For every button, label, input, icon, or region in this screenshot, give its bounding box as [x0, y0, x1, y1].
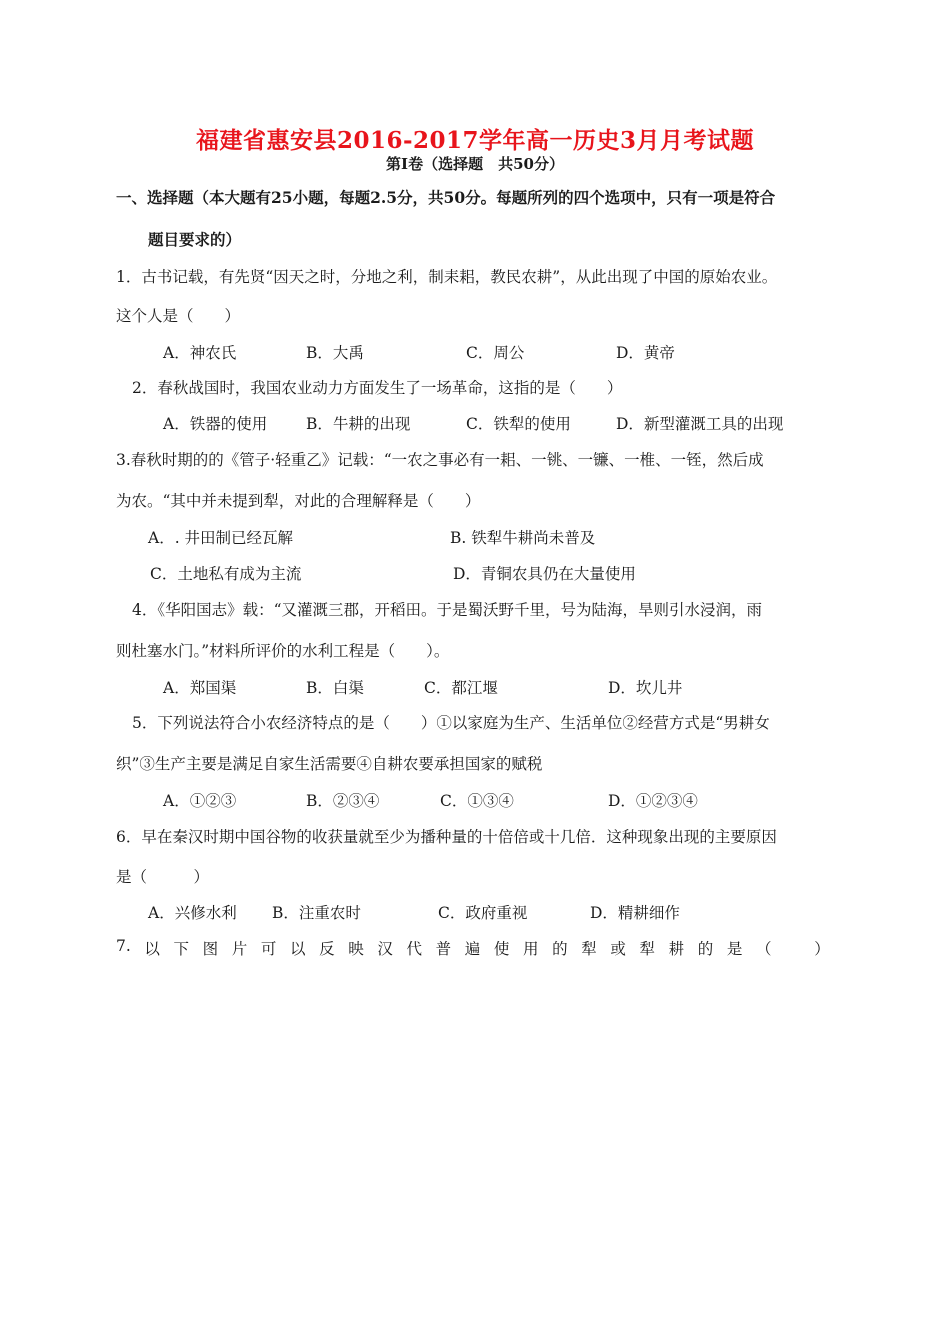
exam-title: 福建省惠安县2016-2017学年高一历史3月月考试题 — [195, 127, 755, 154]
q1-option-c: C．周公 — [466, 344, 525, 362]
q3-option-c: C．土地私有成为主流 — [150, 565, 302, 583]
q2-option-b: B．牛耕的出现 — [306, 415, 411, 433]
q4-option-d: D．坎儿井 — [608, 679, 683, 697]
q6-option-b: B．注重农时 — [272, 904, 361, 922]
section-instruction-line1: 一、选择题（本大题有25小题，每题2.5分，共50分。每题所列的四个选项中，只有一项是符合 — [116, 188, 776, 207]
q2-stem-line1: 2．春秋战国时，我国农业动力方面发生了一场革命，这指的是（ ） — [132, 379, 623, 397]
q7-char: 汉 — [377, 940, 393, 958]
q3-option-d: D．青铜农具仍在大量使用 — [453, 565, 636, 583]
q1-stem-line1: 1．古书记载，有先贤“因天之时，分地之利，制耒耜，教民农耕”，从此出现了中国的原始农业。 — [116, 268, 778, 286]
q7-char: 映 — [348, 940, 364, 958]
q7-char: 代 — [406, 940, 423, 958]
section-instruction-line2: 题目要求的） — [148, 230, 242, 249]
q7-stem — [116, 937, 830, 959]
q5-stem-line2: 织”③生产主要是满足自家生活需要④自耕农要承担国家的赋税 — [116, 755, 543, 773]
q6-option-c: C．政府重视 — [438, 904, 528, 922]
q7-char: 犁 — [581, 940, 597, 958]
q6-stem-line2: 是（ ） — [116, 868, 210, 886]
q2-option-d: D．新型灌溉工具的出现 — [616, 415, 784, 433]
q4-option-b: B．白渠 — [306, 679, 364, 697]
q4-option-c: C．都江堰 — [424, 679, 498, 697]
q1-option-b: B．大禹 — [306, 344, 364, 362]
q7-char: （ — [756, 940, 772, 958]
q7-char: 普 — [435, 940, 452, 958]
q4-stem-line2: 则杜塞水门。”材料所评价的水利工程是（ ）。 — [116, 642, 450, 660]
q3-option-a: A．. 井田制已经瓦解 — [148, 529, 294, 547]
q7-char: 以 — [144, 940, 160, 958]
q7-char: 的 — [552, 940, 568, 958]
q3-option-b: B. 铁犁牛耕尚未普及 — [450, 529, 596, 547]
section-subtitle: 第Ⅰ卷（选择题 共50分） — [386, 155, 564, 173]
q5-option-c: C．①③④ — [440, 792, 514, 810]
q7-char: 犁 — [639, 940, 656, 958]
q1-option-a: A．神农氏 — [163, 344, 237, 362]
q6-option-a: A．兴修水利 — [148, 904, 237, 922]
q5-option-d: D．①②③④ — [608, 792, 698, 810]
q4-option-a: A．郑国渠 — [163, 679, 237, 697]
q7-char: ） — [814, 940, 830, 958]
q7-char: 以 — [290, 940, 306, 958]
q7-char — [785, 937, 801, 959]
q7-char: 可 — [260, 940, 277, 958]
q5-stem-line1: 5．下列说法符合小农经济特点的是（ ）①以家庭为生产、生活单位②经营方式是“男耕女 — [132, 714, 770, 732]
q7-char: 遍 — [464, 940, 481, 958]
q7-char: 7. — [116, 937, 131, 955]
q7-char: 图 — [202, 940, 219, 958]
q5-option-b: B．②③④ — [306, 792, 380, 810]
q7-char: 片 — [231, 940, 248, 958]
q3-stem-line1: 3.春秋时期的的《管子·轻重乙》记载：“一农之事必有一耜、一铫、一镰、一椎、一铚，然后成 — [116, 451, 764, 469]
q1-stem-line2: 这个人是（ ） — [116, 307, 241, 325]
q7-char: 反 — [319, 940, 335, 958]
q6-option-d: D．精耕细作 — [590, 904, 680, 922]
q5-option-a: A．①②③ — [163, 792, 237, 810]
q2-option-a: A．铁器的使用 — [163, 415, 268, 433]
q7-char: 下 — [173, 940, 190, 958]
q4-stem-line1: 4．《华阳国志》载：“又灌溉三郡，开稻田。于是蜀沃野千里，号为陆海，旱则引水浸润，雨 — [132, 601, 763, 619]
q3-stem-line2: 为农。“其中并未提到犁，对此的合理解释是（ ） — [116, 492, 481, 510]
q7-char: 的 — [697, 940, 714, 958]
q7-char: 用 — [523, 940, 539, 958]
q6-stem-line1: 6．早在秦汉时期中国谷物的收获量就至少为播种量的十倍倍或十几倍．这种现象出现的主要原因 — [116, 828, 777, 846]
q1-option-d: D．黄帝 — [616, 344, 675, 362]
q2-option-c: C．铁犁的使用 — [466, 415, 571, 433]
q7-char: 耕 — [668, 940, 685, 958]
q7-char: 或 — [610, 940, 626, 958]
q7-char: 使 — [493, 940, 510, 958]
q7-char: 是 — [726, 940, 743, 958]
